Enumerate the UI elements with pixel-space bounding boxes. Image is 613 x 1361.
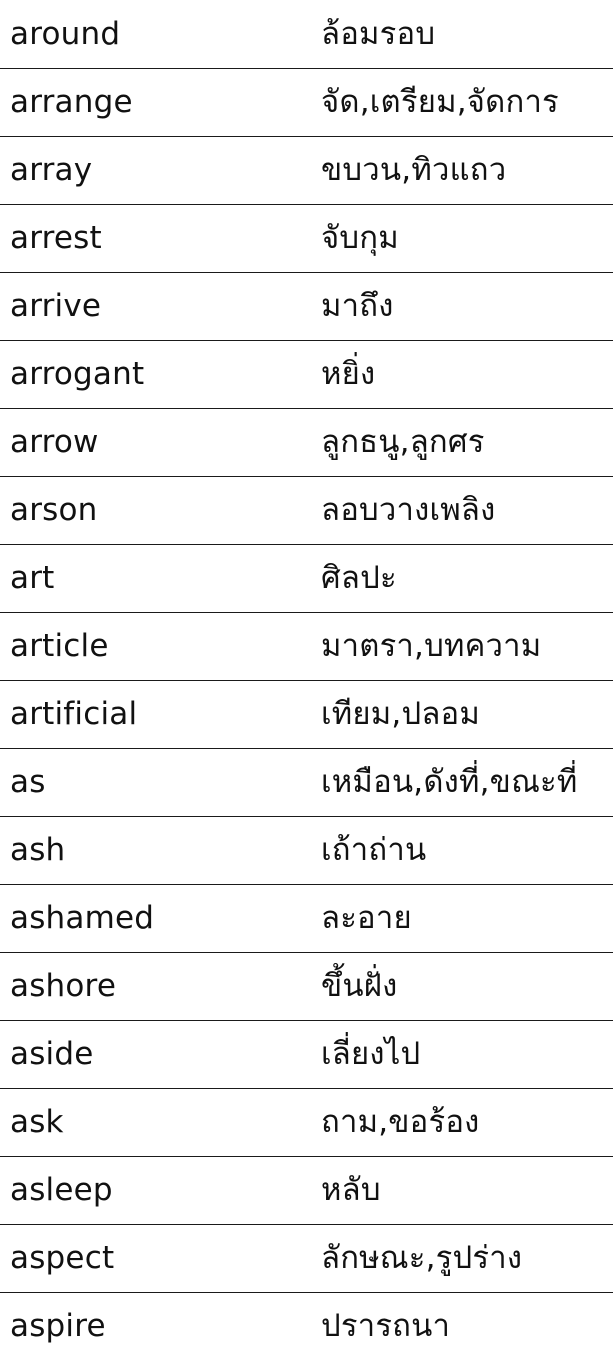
table-row bbox=[0, 749, 613, 817]
english-word: arrow bbox=[10, 424, 99, 460]
thai-meaning: ปรารถนา bbox=[321, 1308, 451, 1344]
english-word: ash bbox=[10, 832, 66, 868]
english-word: array bbox=[10, 152, 93, 188]
table-row bbox=[0, 545, 613, 613]
table-row bbox=[0, 477, 613, 545]
table-row bbox=[0, 409, 613, 477]
thai-meaning: ลักษณะ,รูปร่าง bbox=[321, 1240, 523, 1276]
english-word: article bbox=[10, 628, 109, 664]
english-word: arrange bbox=[10, 84, 133, 120]
thai-meaning: ขบวน,ทิวแถว bbox=[321, 152, 507, 188]
table-row bbox=[0, 613, 613, 681]
english-word: ashamed bbox=[10, 900, 155, 936]
thai-meaning: เถ้าถ่าน bbox=[321, 832, 427, 868]
thai-meaning: มาถึง bbox=[321, 288, 394, 324]
table-row bbox=[0, 953, 613, 1021]
english-word: ask bbox=[10, 1104, 64, 1140]
english-word: arrogant bbox=[10, 356, 145, 392]
table-row bbox=[0, 1157, 613, 1225]
english-word: arson bbox=[10, 492, 98, 528]
english-word: around bbox=[10, 16, 121, 52]
english-word: aside bbox=[10, 1036, 94, 1072]
table-row bbox=[0, 681, 613, 749]
table-row bbox=[0, 69, 613, 137]
thai-meaning: ศิลปะ bbox=[321, 560, 397, 596]
table-row bbox=[0, 205, 613, 273]
thai-meaning: ละอาย bbox=[321, 900, 412, 936]
table-row bbox=[0, 341, 613, 409]
table-row bbox=[0, 1089, 613, 1157]
english-word: ashore bbox=[10, 968, 117, 1004]
english-word: art bbox=[10, 560, 55, 596]
table-row bbox=[0, 1, 613, 69]
english-word: artificial bbox=[10, 696, 138, 732]
thai-meaning: ถาม,ขอร้อง bbox=[321, 1104, 480, 1140]
thai-meaning: จับกุม bbox=[321, 220, 399, 256]
table-row bbox=[0, 1021, 613, 1089]
table-row bbox=[0, 817, 613, 885]
thai-meaning: จัด,เตรียม,จัดการ bbox=[321, 84, 559, 120]
thai-meaning: หยิ่ง bbox=[321, 356, 376, 392]
thai-meaning: เลี่ยงไป bbox=[321, 1036, 421, 1072]
thai-meaning: เหมือน,ดังที่,ขณะที่ bbox=[321, 764, 578, 800]
thai-meaning: ขึ้นฝั่ง bbox=[321, 968, 398, 1004]
thai-meaning: มาตรา,บทความ bbox=[321, 628, 542, 664]
thai-meaning: หลับ bbox=[321, 1172, 381, 1208]
thai-meaning: เทียม,ปลอม bbox=[321, 696, 481, 732]
english-word: arrest bbox=[10, 220, 102, 256]
english-word: arrive bbox=[10, 288, 102, 324]
table-row bbox=[0, 1293, 613, 1361]
table-row bbox=[0, 273, 613, 341]
english-word: as bbox=[10, 764, 46, 800]
english-word: aspect bbox=[10, 1240, 115, 1276]
table-row bbox=[0, 1225, 613, 1293]
english-word: asleep bbox=[10, 1172, 113, 1208]
thai-meaning: ล้อมรอบ bbox=[321, 16, 436, 52]
table-row bbox=[0, 137, 613, 205]
thai-meaning: ลอบวางเพลิง bbox=[321, 492, 496, 528]
english-word: aspire bbox=[10, 1308, 106, 1344]
thai-meaning: ลูกธนู,ลูกศร bbox=[321, 424, 485, 460]
table-row bbox=[0, 885, 613, 953]
